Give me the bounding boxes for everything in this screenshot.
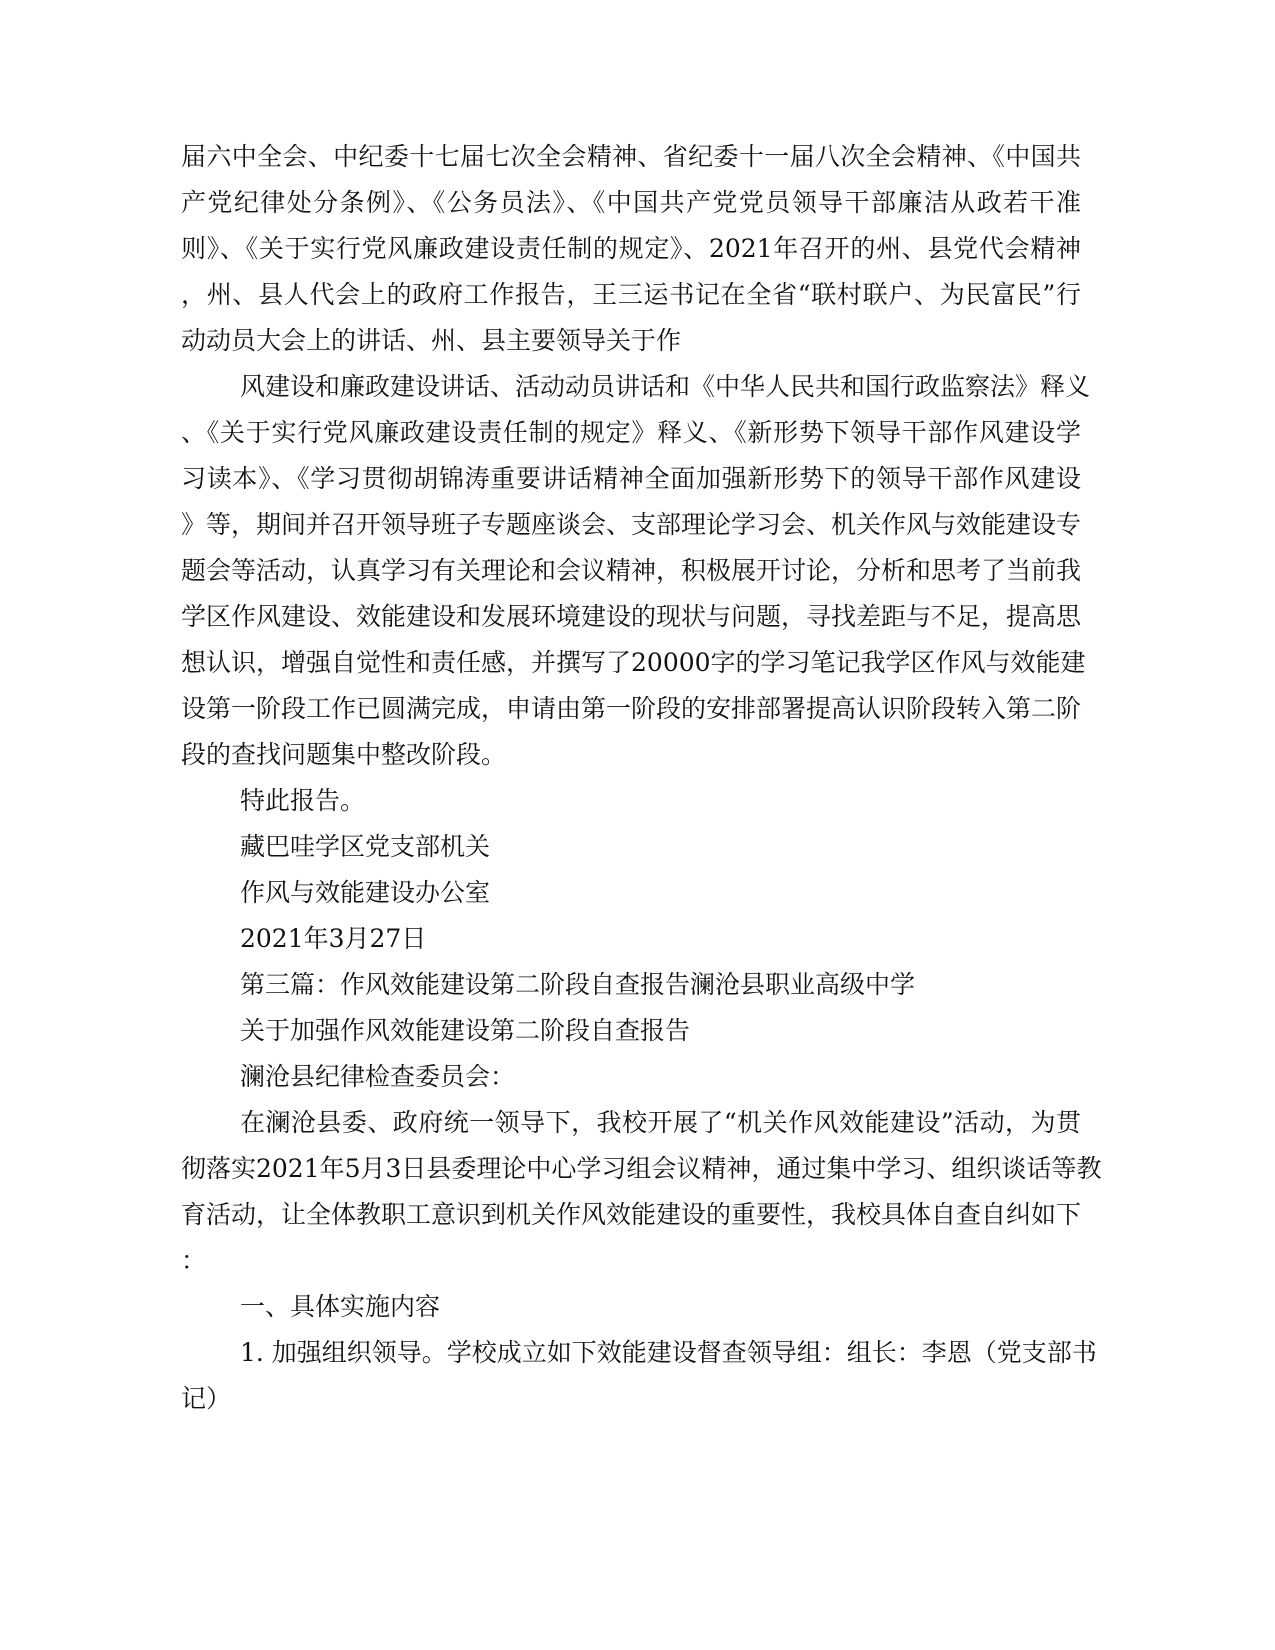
text-line: 1. 加强组织领导。学校成立如下效能建设督查领导组：组长：李恩（党支部书 xyxy=(240,1338,1097,1367)
text-line: 关于加强作风效能建设第二阶段自查报告 xyxy=(240,1016,691,1045)
text-line: 育活动，让全体教职工意识到机关作风效能建设的重要性，我校具体自查自纠如下 xyxy=(181,1200,1082,1229)
text-line: 特此报告。 xyxy=(240,786,366,815)
text-line: ： xyxy=(181,1246,207,1275)
text-line: 想认识，增强自觉性和责任感，并撰写了20000字的学习笔记我学区作风与效能建 xyxy=(181,648,1086,677)
text-line: ，州、县人代会上的政府工作报告，王三运书记在全省“联村联户、为民富民”行 xyxy=(181,280,1081,309)
text-line: 则》、《关于实行党风廉政建设责任制的规定》、2021年召开的州、县党代会精神 xyxy=(181,234,1081,263)
text-line: 习读本》、《学习贯彻胡锦涛重要讲话精神全面加强新形势下的领导干部作风建设 xyxy=(181,464,1081,493)
text-line: 届六中全会、中纪委十七届七次全会精神、省纪委十一届八次全会精神、《中国共 xyxy=(181,142,1081,171)
text-line: 》等，期间并召开领导班子专题座谈会、支部理论学习会、机关作风与效能建设专 xyxy=(181,510,1082,539)
text-line: 记） xyxy=(181,1384,232,1413)
text-line: 第三篇：作风效能建设第二阶段自查报告澜沧县职业高级中学 xyxy=(240,970,916,999)
text-line: 题会等活动，认真学习有关理论和会议精神，积极展开讨论，分析和思考了当前我 xyxy=(181,556,1082,585)
text-line: 在澜沧县委、政府统一领导下，我校开展了“机关作风效能建设”活动，为贯 xyxy=(240,1108,1081,1137)
text-line: 产党纪律处分条例》、《公务员法》、《中国共产党党员领导干部廉洁从政若干准 xyxy=(181,188,1081,217)
text-line: 学区作风建设、效能建设和发展环境建设的现状与问题，寻找差距与不足，提高思 xyxy=(181,602,1082,631)
text-line: 风建设和廉政建设讲话、活动动员讲话和《中华人民共和国行政监察法》释义 xyxy=(240,372,1091,401)
text-line: 段的查找问题集中整改阶段。 xyxy=(181,740,507,769)
text-line: 一、具体实施内容 xyxy=(240,1292,441,1321)
text-line: 作风与效能建设办公室 xyxy=(240,878,491,907)
text-line: 设第一阶段工作已圆满完成，申请由第一阶段的安排部署提高认识阶段转入第二阶 xyxy=(181,694,1082,723)
text-line: 彻落实2021年5月3日县委理论中心学习组会议精神，通过集中学习、组织谈话等教 xyxy=(181,1154,1102,1183)
text-line: 动动员大会上的讲话、州、县主要领导关于作 xyxy=(181,326,682,355)
text-line: 、《关于实行党风廉政建设责任制的规定》释义、《新形势下领导干部作风建设学 xyxy=(181,418,1081,447)
text-line: 澜沧县纪律检查委员会： xyxy=(240,1062,516,1091)
text-line: 藏巴哇学区党支部机关 xyxy=(240,832,491,861)
text-line: 2021年3月27日 xyxy=(240,924,427,953)
